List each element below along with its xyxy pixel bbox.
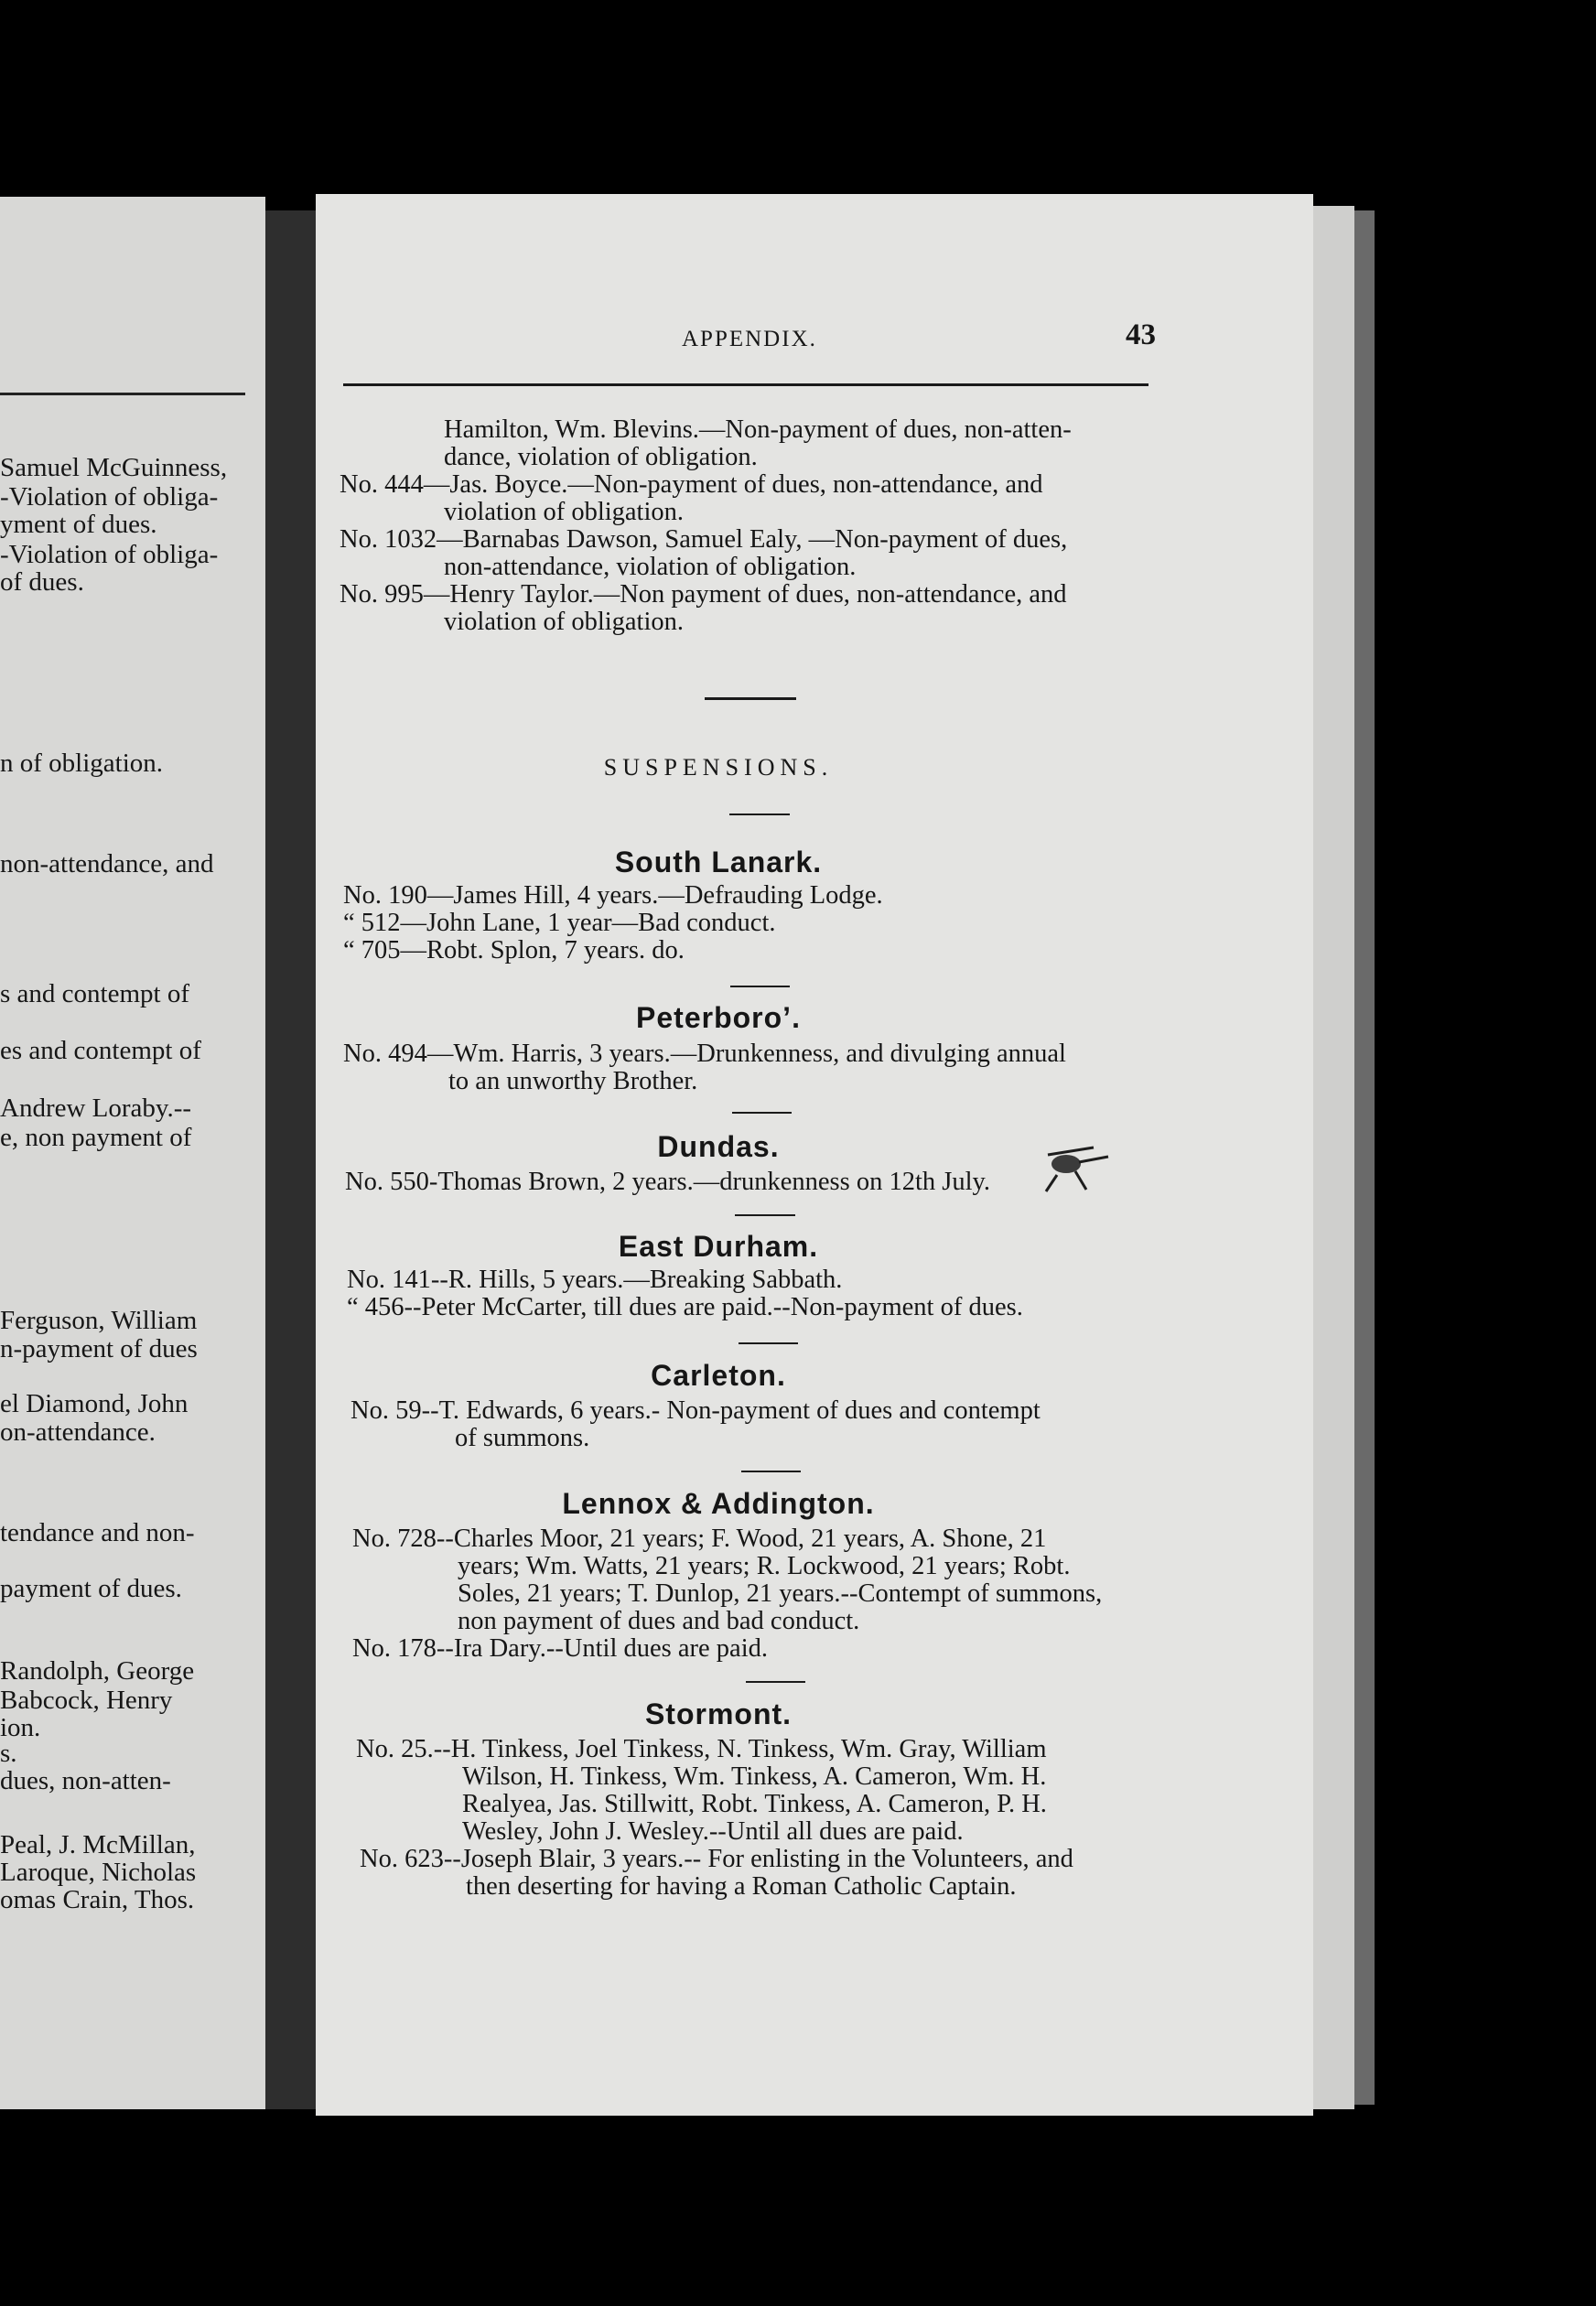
- left-page-line: e, non payment of: [0, 1123, 192, 1152]
- entry-line: then deserting for having a Roman Catholic Captain.: [466, 1872, 1017, 1901]
- entry-row: [343, 1040, 1066, 1068]
- divider: [732, 1112, 792, 1114]
- left-page-line: of dues.: [0, 567, 84, 597]
- entry-text: --Ira Dary.--Until dues are paid.: [436, 1634, 768, 1663]
- entry-line: Wesley, John J. Wesley.--Until all dues are paid.: [462, 1817, 964, 1846]
- district-heading: South Lanark.: [614, 846, 823, 878]
- left-page-line: Peal, J. McMillan,: [0, 1830, 196, 1859]
- divider: [746, 1681, 805, 1683]
- left-page-line: s and contempt of: [0, 979, 189, 1008]
- entry-number: No. 444: [340, 470, 424, 499]
- entry-line: Wilson, H. Tinkess, Wm. Tinkess, A. Cameron, Wm. H.: [462, 1762, 1047, 1791]
- left-page-line: -Violation of obliga-: [0, 482, 219, 512]
- left-page-line: es and contempt of: [0, 1036, 201, 1065]
- left-page-fragment: [0, 197, 265, 2109]
- entry-number: “ 512: [343, 909, 401, 937]
- entry-line: Realyea, Jas. Stillwitt, Robt. Tinkess, A. Cameron, P. H.: [462, 1790, 1047, 1818]
- left-page-line: ion.: [0, 1713, 41, 1742]
- entry-number: No. 728: [352, 1525, 437, 1553]
- book-gutter: [265, 210, 316, 2109]
- divider: [729, 814, 790, 815]
- district-heading: Lennox & Addington.: [562, 1487, 875, 1520]
- left-page-line: Randolph, George: [0, 1656, 195, 1686]
- left-page-line: -Violation of obliga-: [0, 540, 219, 569]
- entry-text: --T. Edwards, 6 years.- Non-payment of dues and contempt: [421, 1396, 1041, 1425]
- entry-line: Hamilton, Wm. Blevins.—Non-payment of dues, non-atten-: [444, 415, 1072, 444]
- entry-text: --H. Tinkess, Joel Tinkess, N. Tinkess, Wm. Gray, William: [433, 1735, 1047, 1763]
- district-heading: East Durham.: [618, 1230, 819, 1263]
- left-page-line: el Diamond, John: [0, 1389, 189, 1418]
- entry-number: “ 705: [343, 936, 401, 964]
- left-page-line: n of obligation.: [0, 749, 164, 778]
- left-page-line: n-payment of dues: [0, 1334, 198, 1363]
- entry-line: of summons.: [455, 1424, 590, 1452]
- entry-row: [345, 1169, 990, 1196]
- entry-row: [352, 1525, 1046, 1553]
- entry-text: —Robt. Splon, 7 years. do.: [400, 936, 685, 964]
- entry-text: -Thomas Brown, 2 years.—drunkenness on 12th July.: [428, 1168, 991, 1196]
- left-page-line: non-attendance, and: [0, 849, 214, 878]
- left-page-line: Samuel McGuinness,: [0, 453, 228, 482]
- entry-line: violation of obligation.: [444, 498, 685, 526]
- left-page-line: Babcock, Henry: [0, 1686, 173, 1715]
- entry-number: No. 995: [340, 580, 424, 609]
- entry-row: [343, 910, 776, 937]
- left-page-line: yment of dues.: [0, 510, 157, 539]
- entry-line: non-attendance, violation of obligation.: [444, 553, 857, 581]
- entry-number: “ 456: [347, 1293, 404, 1321]
- entry-text: --R. Hills, 5 years.—Breaking Sabbath.: [430, 1266, 843, 1294]
- entry-text: —John Lane, 1 year—Bad conduct.: [400, 909, 776, 937]
- entry-number: No. 141: [347, 1266, 431, 1294]
- left-page-line: Ferguson, William: [0, 1306, 198, 1335]
- entry-number: No. 178: [352, 1634, 437, 1663]
- divider: [735, 1214, 795, 1216]
- page-edge: [1313, 206, 1354, 2109]
- left-page-header-rule: [0, 393, 245, 395]
- header-rule: [343, 383, 1148, 386]
- entry-row: [350, 1397, 1041, 1425]
- left-page-line: payment of dues.: [0, 1574, 182, 1603]
- entry-number: No. 59: [350, 1396, 422, 1425]
- book-page: [316, 194, 1313, 2116]
- entry-row: [343, 937, 685, 964]
- running-header: APPENDIX.: [682, 327, 817, 351]
- page-number: 43: [1126, 318, 1156, 351]
- entry-line: to an unworthy Brother.: [448, 1067, 698, 1095]
- left-page-line: s.: [0, 1739, 17, 1768]
- ink-blot-mark: [1030, 1137, 1112, 1201]
- divider: [730, 986, 790, 987]
- left-page-line: Laroque, Nicholas: [0, 1858, 197, 1887]
- entry-text: —Barnabas Dawson, Samuel Ealy, —Non-payment of dues,: [437, 525, 1068, 554]
- district-heading: Stormont.: [644, 1697, 793, 1730]
- entry-number: No. 623: [360, 1845, 444, 1873]
- left-page-line: tendance and non-: [0, 1518, 195, 1547]
- entry-text: —Henry Taylor.—Non payment of dues, non-attendance, and: [423, 580, 1067, 609]
- entry-number: No. 550: [345, 1168, 429, 1196]
- entry-row: [356, 1736, 1046, 1763]
- entry-row: [340, 471, 1043, 499]
- entry-line: years; Wm. Watts, 21 years; R. Lockwood, 21 years; Robt.: [458, 1552, 1071, 1580]
- divider: [741, 1471, 801, 1472]
- entry-text: —Jas. Boyce.—Non-payment of dues, non-attendance, and: [423, 470, 1043, 499]
- entry-row: [352, 1635, 768, 1663]
- entry-line: Soles, 21 years; T. Dunlop, 21 years.--Contempt of summons,: [458, 1579, 1103, 1608]
- entry-text: --Peter McCarter, till dues are paid.--Non-payment of dues.: [404, 1293, 1023, 1321]
- entry-number: No. 190: [343, 881, 427, 910]
- left-page-line: omas Crain, Thos.: [0, 1885, 195, 1914]
- entry-text: —James Hill, 4 years.—Defrauding Lodge.: [426, 881, 883, 910]
- suspensions-heading: SUSPENSIONS.: [603, 754, 834, 781]
- entry-line: violation of obligation.: [444, 608, 685, 636]
- entry-row: [360, 1846, 1073, 1873]
- district-heading: Peterboro’.: [636, 1001, 801, 1034]
- entry-line: non payment of dues and bad conduct.: [458, 1607, 860, 1635]
- divider: [739, 1342, 798, 1344]
- entry-row: [340, 581, 1067, 609]
- entry-line: dance, violation of obligation.: [444, 443, 758, 471]
- entry-text: --Joseph Blair, 3 years.-- For enlisting in the Volunteers, and: [443, 1845, 1073, 1873]
- entry-row: [347, 1266, 842, 1294]
- entry-text: --Charles Moor, 21 years; F. Wood, 21 years, A. Shone, 21: [436, 1525, 1047, 1553]
- left-page-line: Andrew Loraby.--: [0, 1094, 192, 1123]
- entry-number: No. 1032: [340, 525, 437, 554]
- entry-number: No. 494: [343, 1040, 427, 1068]
- left-page-line: on-attendance.: [0, 1417, 156, 1447]
- entry-row: [347, 1294, 1023, 1321]
- entry-number: No. 25.: [356, 1735, 434, 1763]
- entry-text: —Wm. Harris, 3 years.—Drunkenness, and divulging annual: [426, 1040, 1066, 1068]
- left-page-line: dues, non-atten-: [0, 1766, 171, 1795]
- section-divider: [705, 697, 796, 700]
- entry-row: [340, 526, 1067, 554]
- district-heading: Dundas.: [657, 1130, 780, 1163]
- book-cover-edge: [1354, 210, 1375, 2105]
- entry-row: [343, 882, 883, 910]
- district-heading: Carleton.: [651, 1359, 786, 1392]
